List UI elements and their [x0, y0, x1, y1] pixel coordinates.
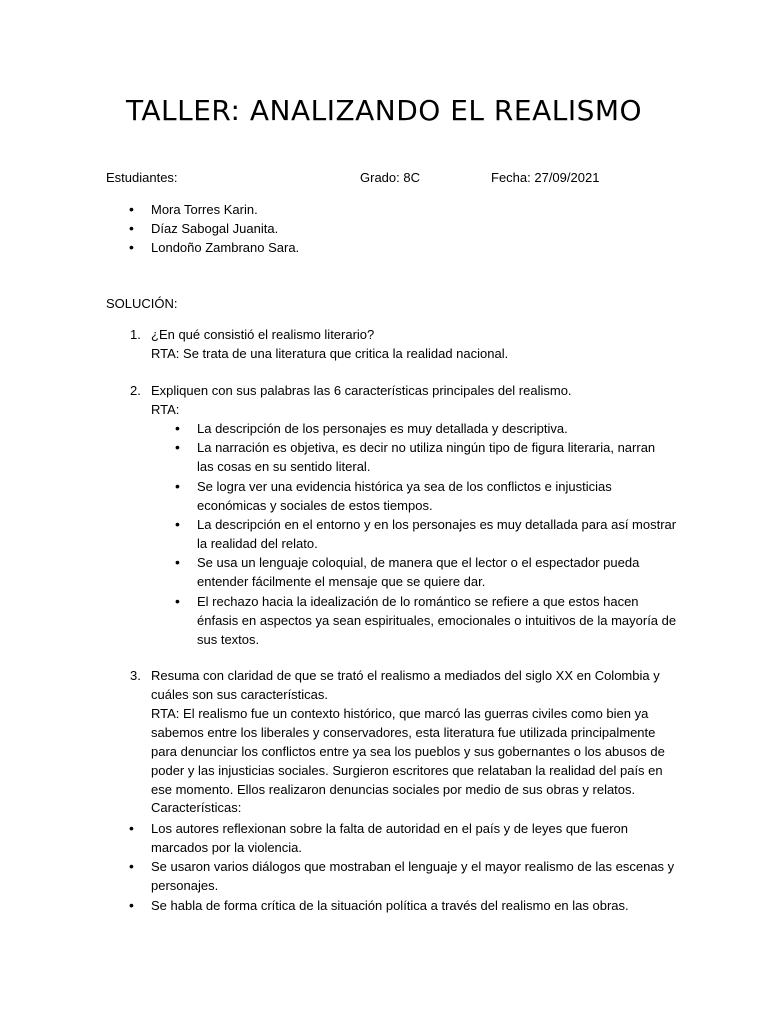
list-item	[175, 515, 677, 553]
item-line: El rechazo hacia la idealización de lo romántico se refiere a que estos hacen	[197, 594, 639, 609]
list-item	[129, 857, 675, 895]
list-item	[129, 238, 300, 257]
item-line: económicas y sociales de estos tiempos.	[197, 498, 433, 513]
answer-text: ese momento. Ellos realizaron denuncias sociales por medio de sus obras y relatos.	[151, 782, 636, 797]
list-item	[129, 896, 629, 915]
bullet-icon: •	[175, 516, 180, 532]
solution-heading: SOLUCIÓN:	[106, 296, 178, 311]
grade-label: Grado: 8C	[360, 170, 420, 185]
list-item	[175, 438, 656, 476]
question-text: cuáles son sus características.	[151, 687, 329, 702]
list-item	[175, 592, 677, 649]
item-line: Se logra ver una evidencia histórica ya sea de los conflictos e injusticias	[197, 479, 612, 494]
answer-text: RTA: El realismo fue un contexto histórico, que marcó las guerras civiles como bien ya	[151, 706, 649, 721]
bullet-icon: •	[129, 239, 134, 255]
bullet-icon: •	[129, 220, 134, 236]
item-line: las cosas en su sentido literal.	[197, 459, 371, 474]
list-item	[129, 219, 279, 238]
date-label: Fecha: 27/09/2021	[491, 170, 600, 185]
bullet-icon: •	[129, 820, 134, 836]
answer-text: para denunciar los conflictos entre ya sea los pueblos y sus gobernantes o los abusos de	[151, 744, 665, 759]
list-item	[175, 419, 568, 438]
item-line: Se usaron varios diálogos que mostraban el lenguaje y el mayor realismo de las escenas y	[151, 859, 675, 874]
list-item	[129, 819, 628, 857]
item-line: entender fácilmente el mensaje que se quiere dar.	[197, 574, 486, 589]
question-text: ¿En qué consistió el realismo literario?	[151, 327, 375, 342]
bullet-icon: •	[129, 858, 134, 874]
item-line: marcados por la violencia.	[151, 840, 303, 855]
bullet-icon: •	[175, 420, 180, 436]
item-line: sus textos.	[197, 632, 260, 647]
student-name: Londoño Zambrano Sara.	[151, 240, 300, 255]
item-line: Se habla de forma crítica de la situación política a través del realismo en las obras.	[151, 898, 629, 913]
question-number: 3.	[130, 668, 141, 683]
item-line: la realidad del relato.	[197, 536, 318, 551]
item-line: La narración es objetiva, es decir no utiliza ningún tipo de figura literaria, narran	[197, 440, 656, 455]
page-title: TALLER: ANALIZANDO EL REALISMO	[125, 94, 643, 127]
item-line: énfasis en aspectos ya sean espirituales, emocionales o intuitivos de la mayoría de	[197, 613, 677, 628]
item-line: personajes.	[151, 878, 219, 893]
bullet-icon: •	[175, 554, 180, 570]
list-item	[175, 477, 612, 515]
answer-label: RTA:	[151, 402, 180, 417]
question-number: 1.	[130, 327, 141, 342]
item-line: La descripción de los personajes es muy detallada y descriptiva.	[197, 421, 568, 436]
item-line: Los autores reflexionan sobre la falta de autoridad en el país y de leyes que fueron	[151, 821, 628, 836]
student-name: Mora Torres Karin.	[151, 202, 258, 217]
list-item	[175, 553, 640, 591]
answer-text: RTA: Se trata de una literatura que critica la realidad nacional.	[151, 346, 509, 361]
bullet-icon: •	[175, 439, 180, 455]
student-name: Díaz Sabogal Juanita.	[151, 221, 279, 236]
answer-text: poder y las injusticias sociales. Surgieron escritores que relataban la realidad del país en	[151, 763, 663, 778]
answer-text: sabemos entre los liberales y conservadores, esta literatura fue utilizada principalmente	[151, 725, 656, 740]
bullet-icon: •	[129, 897, 134, 913]
list-item	[129, 200, 258, 219]
item-line: La descripción en el entorno y en los personajes es muy detallada para así mostrar	[197, 517, 677, 532]
students-label: Estudiantes:	[106, 170, 178, 185]
question-text: Expliquen con sus palabras las 6 características principales del realismo.	[151, 383, 572, 398]
item-line: Se usa un lenguaje coloquial, de manera que el lector o el espectador pueda	[197, 555, 640, 570]
question-text: Resuma con claridad de que se trató el realismo a mediados del siglo XX en Colombia y	[151, 668, 660, 683]
bullet-icon: •	[129, 201, 134, 217]
question-number: 2.	[130, 383, 141, 398]
answer-text: Características:	[151, 800, 242, 815]
bullet-icon: •	[175, 593, 180, 609]
bullet-icon: •	[175, 478, 180, 494]
